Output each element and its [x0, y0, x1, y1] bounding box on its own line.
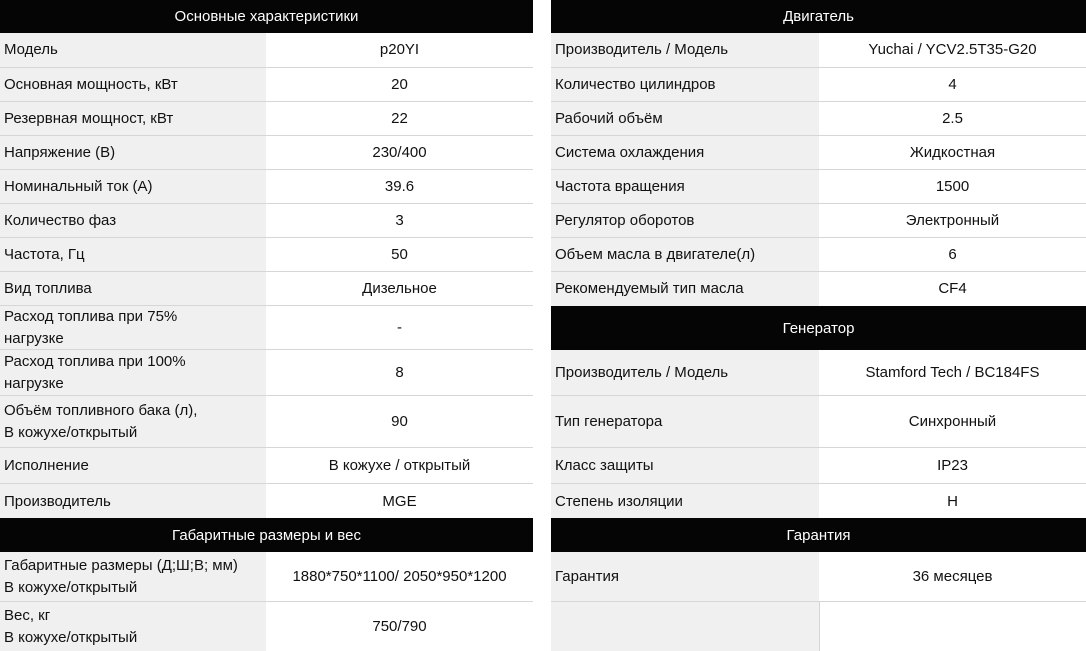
- row-label: Класс защиты: [551, 448, 819, 483]
- table-row: [0, 238, 533, 272]
- row-label: Количество цилиндров: [551, 68, 819, 101]
- section-title-generator: Генератор: [782, 319, 855, 337]
- section-header-generator: [551, 306, 1086, 350]
- row-value: 50: [266, 238, 533, 271]
- row-value: IP23: [819, 448, 1086, 483]
- row-label: Производитель / Модель: [551, 350, 819, 395]
- table-row: [551, 448, 1086, 484]
- section-title-dimensions: Габаритные размеры и вес: [172, 526, 361, 544]
- table-row: [0, 136, 533, 170]
- row-value-empty: [819, 602, 1086, 651]
- row-value: 20: [266, 68, 533, 101]
- row-value: 22: [266, 102, 533, 135]
- row-label-empty: [551, 602, 819, 651]
- row-label: Вес, кг В кожухе/открытый: [0, 602, 266, 651]
- table-row: [551, 102, 1086, 136]
- row-value: 36 месяцев: [819, 552, 1086, 601]
- section-header-warranty: [551, 518, 1086, 552]
- row-value: H: [819, 484, 1086, 520]
- row-label: Объем масла в двигателе(л): [551, 238, 819, 271]
- row-label: Производитель: [0, 484, 266, 520]
- row-value: p20YI: [266, 33, 533, 67]
- row-label: Регулятор оборотов: [551, 204, 819, 237]
- table-row: [551, 33, 1086, 68]
- row-value: Stamford Tech / BC184FS: [819, 350, 1086, 395]
- table-row: [0, 350, 533, 396]
- section-title-warranty: Гарантия: [786, 526, 851, 544]
- row-value: 6: [819, 238, 1086, 271]
- row-label: Исполнение: [0, 448, 266, 483]
- table-row: [0, 272, 533, 306]
- row-label: Степень изоляции: [551, 484, 819, 520]
- row-value: Дизельное: [266, 272, 533, 305]
- row-value: 1880*750*1100/ 2050*950*1200: [266, 552, 533, 601]
- table-row: [551, 68, 1086, 102]
- table-row: [551, 350, 1086, 396]
- row-label: Количество фаз: [0, 204, 266, 237]
- table-row: [0, 170, 533, 204]
- table-row: [0, 102, 533, 136]
- row-label: Резервная мощност, кВт: [0, 102, 266, 135]
- row-value: Синхронный: [819, 396, 1086, 447]
- table-row: [0, 33, 533, 68]
- row-label: Рекомендуемый тип масла: [551, 272, 819, 306]
- section-title-engine: Двигатель: [783, 8, 854, 25]
- table-row: [0, 552, 533, 602]
- table-row: [0, 204, 533, 238]
- table-row: [551, 484, 1086, 520]
- row-label: Рабочий объём: [551, 102, 819, 135]
- table-row: [551, 552, 1086, 602]
- row-label: Объём топливного бака (л), В кожухе/открытый: [0, 396, 266, 447]
- row-label: Производитель / Модель: [551, 33, 819, 67]
- table-row: [0, 448, 533, 484]
- table-row: [0, 396, 533, 448]
- row-label: Система охлаждения: [551, 136, 819, 169]
- row-value: 8: [266, 350, 533, 395]
- row-label: Частота вращения: [551, 170, 819, 203]
- section-header-main: [0, 0, 533, 33]
- row-label: Основная мощность, кВт: [0, 68, 266, 101]
- row-value: 4: [819, 68, 1086, 101]
- table-row: [0, 306, 533, 350]
- row-value: 3: [266, 204, 533, 237]
- row-label: Номинальный ток (А): [0, 170, 266, 203]
- left-spec-table: [0, 0, 533, 651]
- table-row: [0, 484, 533, 520]
- row-value: Электронный: [819, 204, 1086, 237]
- row-label: Напряжение (В): [0, 136, 266, 169]
- row-value: В кожухе / открытый: [266, 448, 533, 483]
- row-value: 39.6: [266, 170, 533, 203]
- right-spec-table: [551, 0, 1086, 651]
- row-value: Жидкостная: [819, 136, 1086, 169]
- section-header-dimensions: [0, 518, 533, 552]
- row-value: 750/790: [266, 602, 533, 651]
- row-value: 90: [266, 396, 533, 447]
- row-label: Вид топлива: [0, 272, 266, 305]
- table-row: [551, 396, 1086, 448]
- table-row: [551, 170, 1086, 204]
- row-value: -: [266, 306, 533, 349]
- row-label: Расход топлива при 100% нагрузке: [0, 350, 266, 395]
- row-value: 1500: [819, 170, 1086, 203]
- table-row: [551, 136, 1086, 170]
- row-label: Тип генератора: [551, 396, 819, 447]
- row-label: Габаритные размеры (Д;Ш;В; мм) В кожухе/открытый: [0, 552, 266, 601]
- row-value: MGE: [266, 484, 533, 520]
- section-header-engine: [551, 0, 1086, 33]
- row-label: Модель: [0, 33, 266, 67]
- table-row: [551, 272, 1086, 306]
- row-value: CF4: [819, 272, 1086, 306]
- row-label: Расход топлива при 75% нагрузке: [0, 306, 266, 349]
- table-row-empty: [551, 602, 1086, 651]
- row-value: 230/400: [266, 136, 533, 169]
- table-row: [551, 204, 1086, 238]
- table-row: [0, 602, 533, 651]
- row-value: 2.5: [819, 102, 1086, 135]
- row-label: Частота, Гц: [0, 238, 266, 271]
- section-title-main: Основные характеристики: [174, 8, 359, 25]
- table-row: [551, 238, 1086, 272]
- row-label: Гарантия: [551, 552, 819, 601]
- row-value: Yuchai / YCV2.5T35-G20: [819, 33, 1086, 67]
- table-row: [0, 68, 533, 102]
